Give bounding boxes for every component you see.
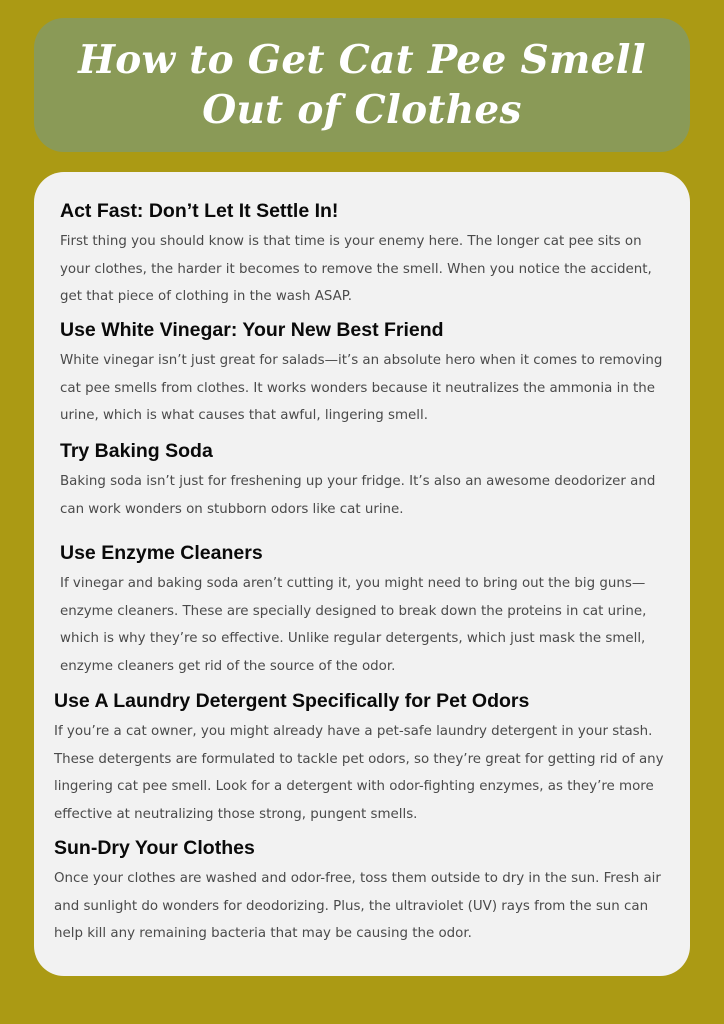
section-body: First thing you should know is that time is your enemy here. The longer cat pee sits on your clothes, the harder it becomes to remove the smell. When you notice the accident, get that piece of clothing in the wash ASAP.	[60, 234, 652, 304]
section-white-vinegar	[60, 317, 670, 430]
section-laundry-detergent	[54, 688, 664, 828]
section-heading: Use A Laundry Detergent Specifically for Pet Odors	[54, 690, 530, 712]
section-heading: Try Baking Soda	[60, 440, 213, 462]
section-body: If vinegar and baking soda aren’t cutting it, you might need to bring out the big guns—enzyme cleaners. These are specially designed to break down the proteins in cat urine, which is why they’re so effective. Unlike regular detergents, which just mask the smell, enzyme cleaners get rid of the source of the odor.	[60, 576, 647, 674]
content-card	[34, 172, 690, 976]
section-act-fast	[60, 198, 670, 311]
title-banner	[34, 18, 690, 152]
section-baking-soda	[60, 438, 670, 523]
section-body: Baking soda isn’t just for freshening up your fridge. It’s also an awesome deodorizer and can work wonders on stubborn odors like cat urine.	[60, 474, 656, 517]
section-body: If you’re a cat owner, you might already have a pet-safe laundry detergent in your stash. These detergents are formulated to tackle pet odors, so they’re great for getting rid of any lingering cat pee smell. Look for a detergent with odor-fighting enzymes, as they’re more effective at neutralizing those strong, pungent smells.	[54, 724, 664, 822]
section-body: Once your clothes are washed and odor-free, toss them outside to dry in the sun. Fresh air and sunlight do wonders for deodorizing. Plus, the ultraviolet (UV) rays from the sun can help kill any remaining bacteria that may be causing the odor.	[54, 871, 661, 941]
section-heading: Sun-Dry Your Clothes	[54, 837, 255, 859]
section-heading: Use Enzyme Cleaners	[60, 542, 263, 564]
section-heading: Act Fast: Don’t Let It Settle In!	[60, 200, 339, 222]
page-title: How to Get Cat Pee Smell Out of Clothes	[78, 37, 646, 133]
section-body: White vinegar isn’t just great for salads—it’s an absolute hero when it comes to removing cat pee smells from clothes. It works wonders because it neutralizes the ammonia in the urine, which is what causes that awful, lingering smell.	[60, 353, 663, 423]
section-sun-dry	[54, 835, 664, 948]
section-enzyme-cleaners	[60, 540, 670, 680]
section-heading: Use White Vinegar: Your New Best Friend	[60, 319, 444, 341]
